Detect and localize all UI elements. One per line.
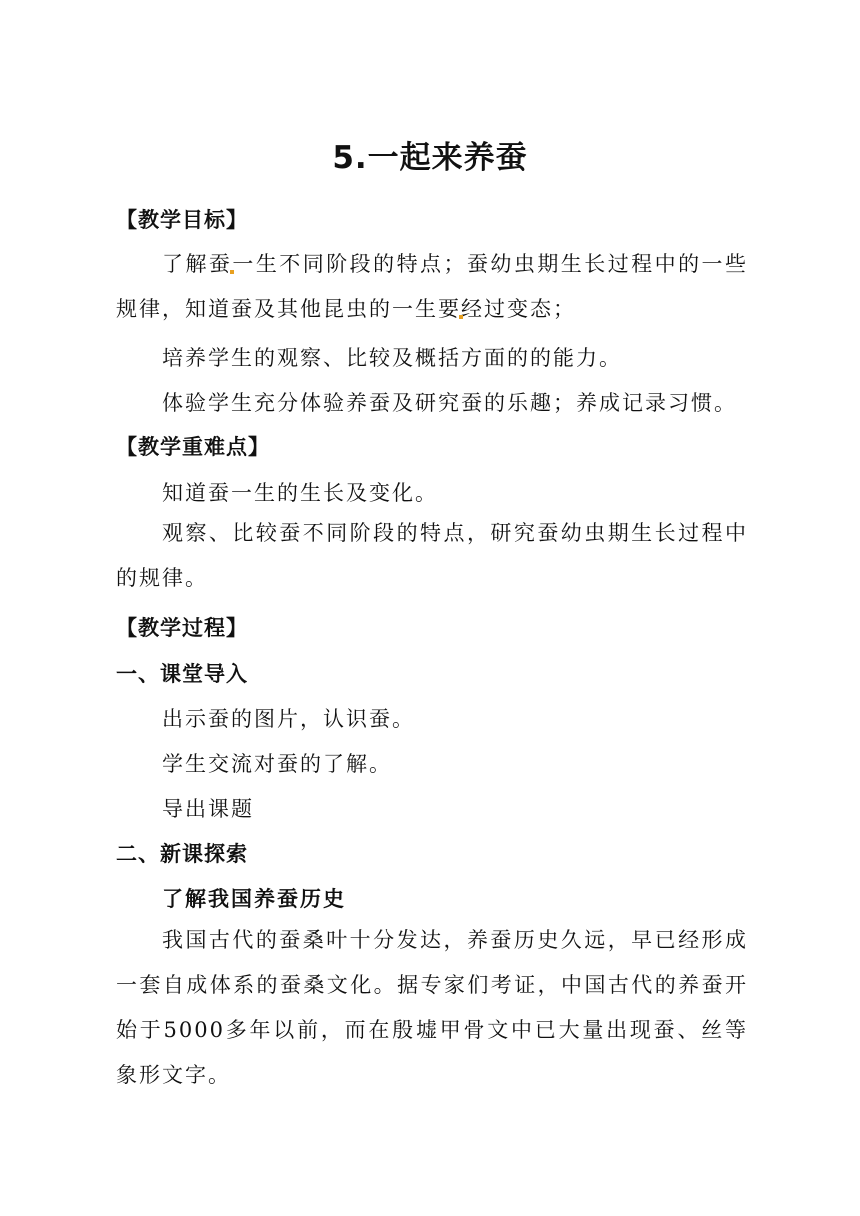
section-2-subheading: 了解我国养蚕历史 — [162, 886, 346, 911]
process-heading: 【教学过程】 — [116, 616, 248, 640]
objectives-p1-end: 经过变态； — [461, 297, 576, 321]
list-item: 学生交流对蚕的了解。 — [162, 752, 392, 776]
key-points-heading: 【教学重难点】 — [116, 435, 270, 459]
key-points-paragraph-1: 知道蚕一生的生长及变化。 — [162, 481, 438, 505]
page-title: 5.一起来养蚕 — [332, 140, 528, 176]
list-item: 导出课题 — [162, 797, 254, 821]
objectives-paragraph-1 — [116, 242, 748, 332]
objectives-paragraph-3: 体验学生充分体验养蚕及研究蚕的乐趣；养成记录习惯。 — [162, 391, 737, 415]
objectives-heading: 【教学目标】 — [116, 208, 248, 232]
list-item: 出示蚕的图片，认识蚕。 — [162, 707, 415, 731]
section-2-heading: 二、新课探索 — [116, 842, 248, 866]
objectives-paragraph-2: 培养学生的观察、比较及概括方面的的能力。 — [162, 346, 622, 370]
objectives-p1-start: 了解蚕 — [162, 252, 233, 276]
history-paragraph: 我国古代的蚕桑叶十分发达，养蚕历史久远，早已经形成一套自成体系的蚕桑文化。据专家们考证，中国古代的养蚕开始于5000多年以前，而在殷墟甲骨文中已大量出现蚕、丝等象形文字。 — [116, 928, 748, 1087]
key-points-paragraph-2: 观察、比较蚕不同阶段的特点，研究蚕幼虫期生长过程中的规律。 — [116, 521, 748, 590]
section-1-heading: 一、课堂导入 — [116, 662, 248, 686]
objectives-p1-middle: 一生不同阶段的特点；蚕幼虫期生长过程中的一些规律，知道蚕及其他昆虫的一生要 — [116, 252, 748, 321]
